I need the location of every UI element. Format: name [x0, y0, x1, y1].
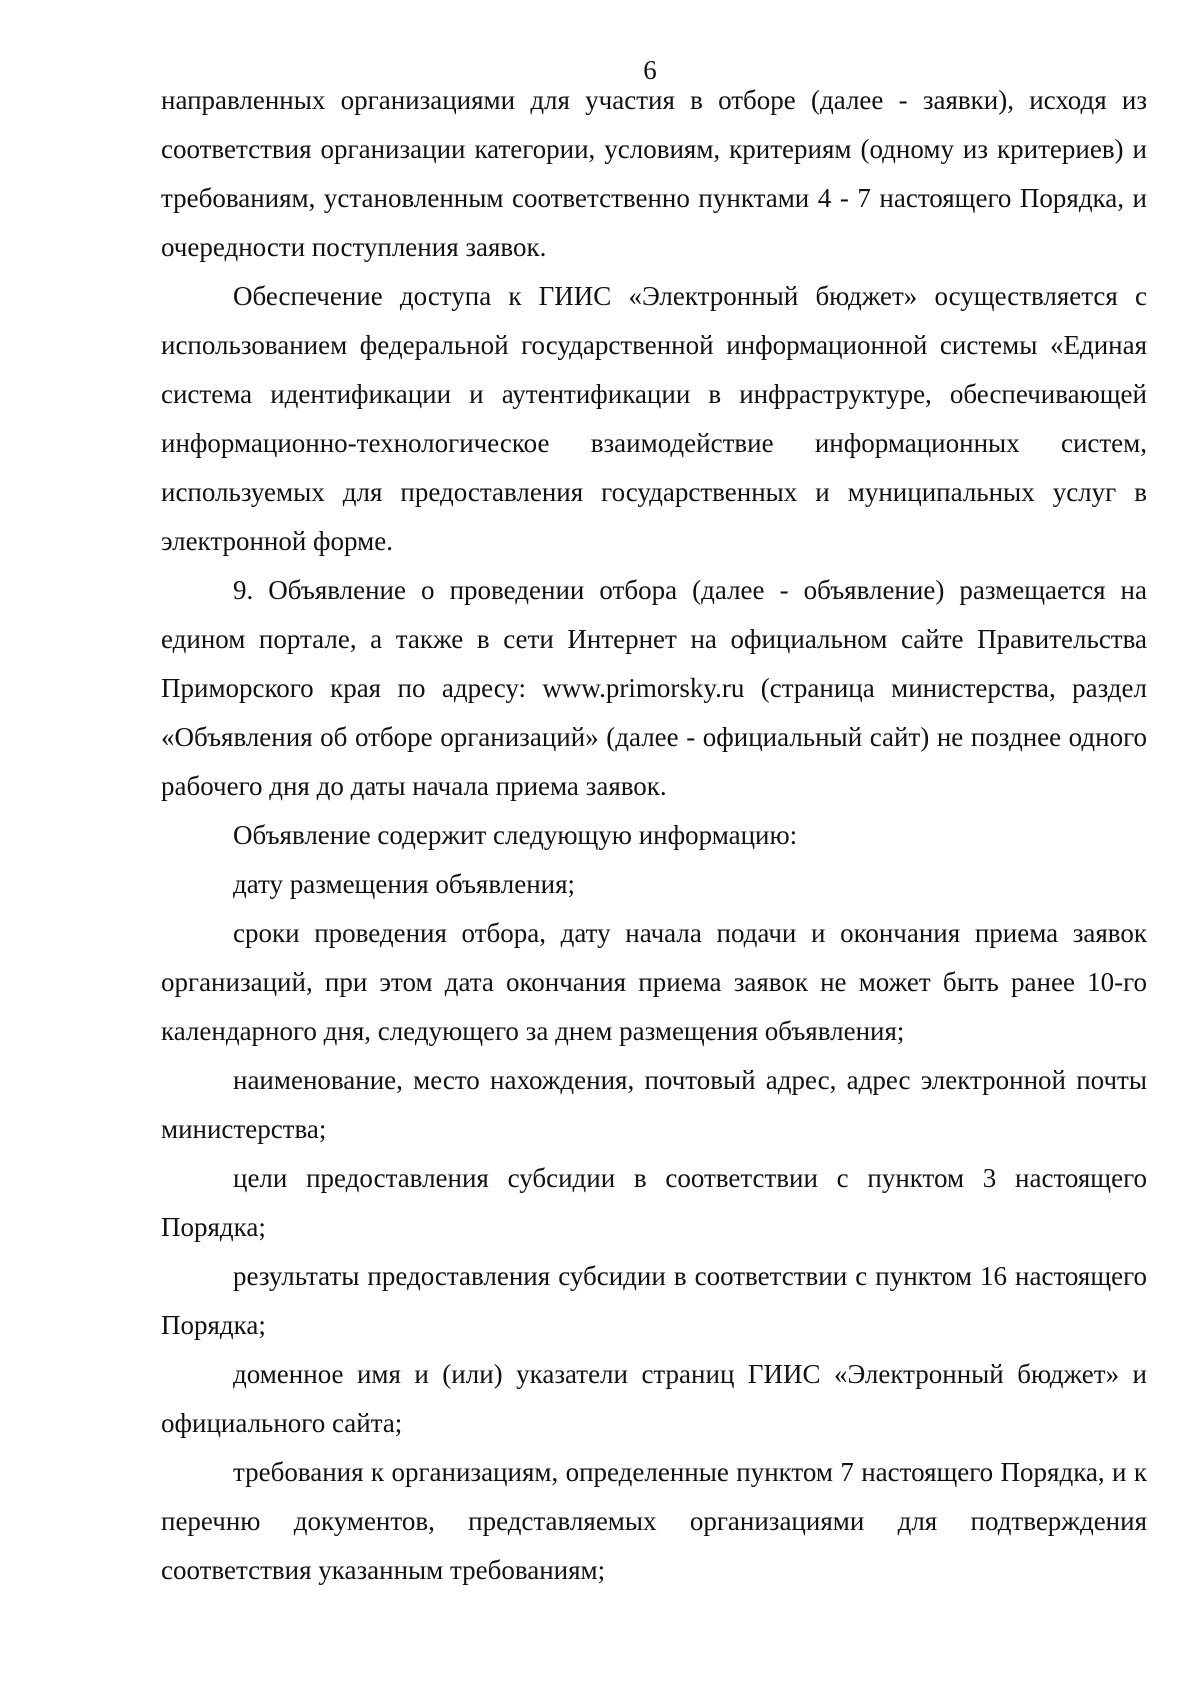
- list-item-domain-names: доменное имя и (или) указатели страниц ГИИС «Электронный бюджет» и официального сайта;: [161, 1359, 1147, 1438]
- list-item-organization-requirements: требования к организациям, определенные пунктом 7 настоящего Порядка, и к перечню документов, представляемых организациями для подтверждения соответствия указанным требованиям;: [161, 1457, 1147, 1585]
- list-item-selection-terms: сроки проведения отбора, дату начала подачи и окончания приема заявок организаций, при этом дата окончания приема заявок не может быть ранее 10-го календарного дня, следующего за днем размещения объявления;: [161, 918, 1147, 1046]
- document-body: [161, 76, 1147, 1595]
- list-item-subsidy-goals: цели предоставления субсидии в соответствии с пунктом 3 настоящего Порядка;: [161, 1163, 1147, 1242]
- list-item-ministry-contacts: наименование, место нахождения, почтовый адрес, адрес электронной почты министерства;: [161, 1065, 1147, 1144]
- list-item-posting-date: дату размещения объявления;: [233, 869, 576, 899]
- list-item-subsidy-results: результаты предоставления субсидии в соответствии с пунктом 16 настоящего Порядка;: [161, 1261, 1147, 1340]
- page-number: 6: [643, 55, 657, 85]
- paragraph-announcement-contents: Объявление содержит следующую информацию:: [233, 820, 798, 850]
- paragraph-applications: направленных организациями для участия в отборе (далее - заявки), исходя из соответствия организации категории, условиям, критериям (одному из критериев) и требованиям, установленным соответственно пунктами 4 - 7 настоящего Порядка, и очередности поступления заявок.: [161, 85, 1147, 262]
- paragraph-announcement: 9. Объявление о проведении отбора (далее - объявление) размещается на едином портале, а также в сети Интернет на официальном сайте Правительства Приморского края по адресу: www.primorsky.ru (страница министерства, раздел «Объявления об отборе организаций» (далее - официальный сайт) не позднее одного рабочего дня до даты начала приема заявок.: [161, 575, 1147, 801]
- paragraph-access-giis: Обеспечение доступа к ГИИС «Электронный бюджет» осуществляется с использованием федеральной государственной информационной системы «Единая система идентификации и аутентификации в инфраструктуре, обеспечивающей информационно-технологическое взаимодействие информационных систем, используемых для предоставления государственных и муниципальных услуг в электронной форме.: [161, 281, 1147, 556]
